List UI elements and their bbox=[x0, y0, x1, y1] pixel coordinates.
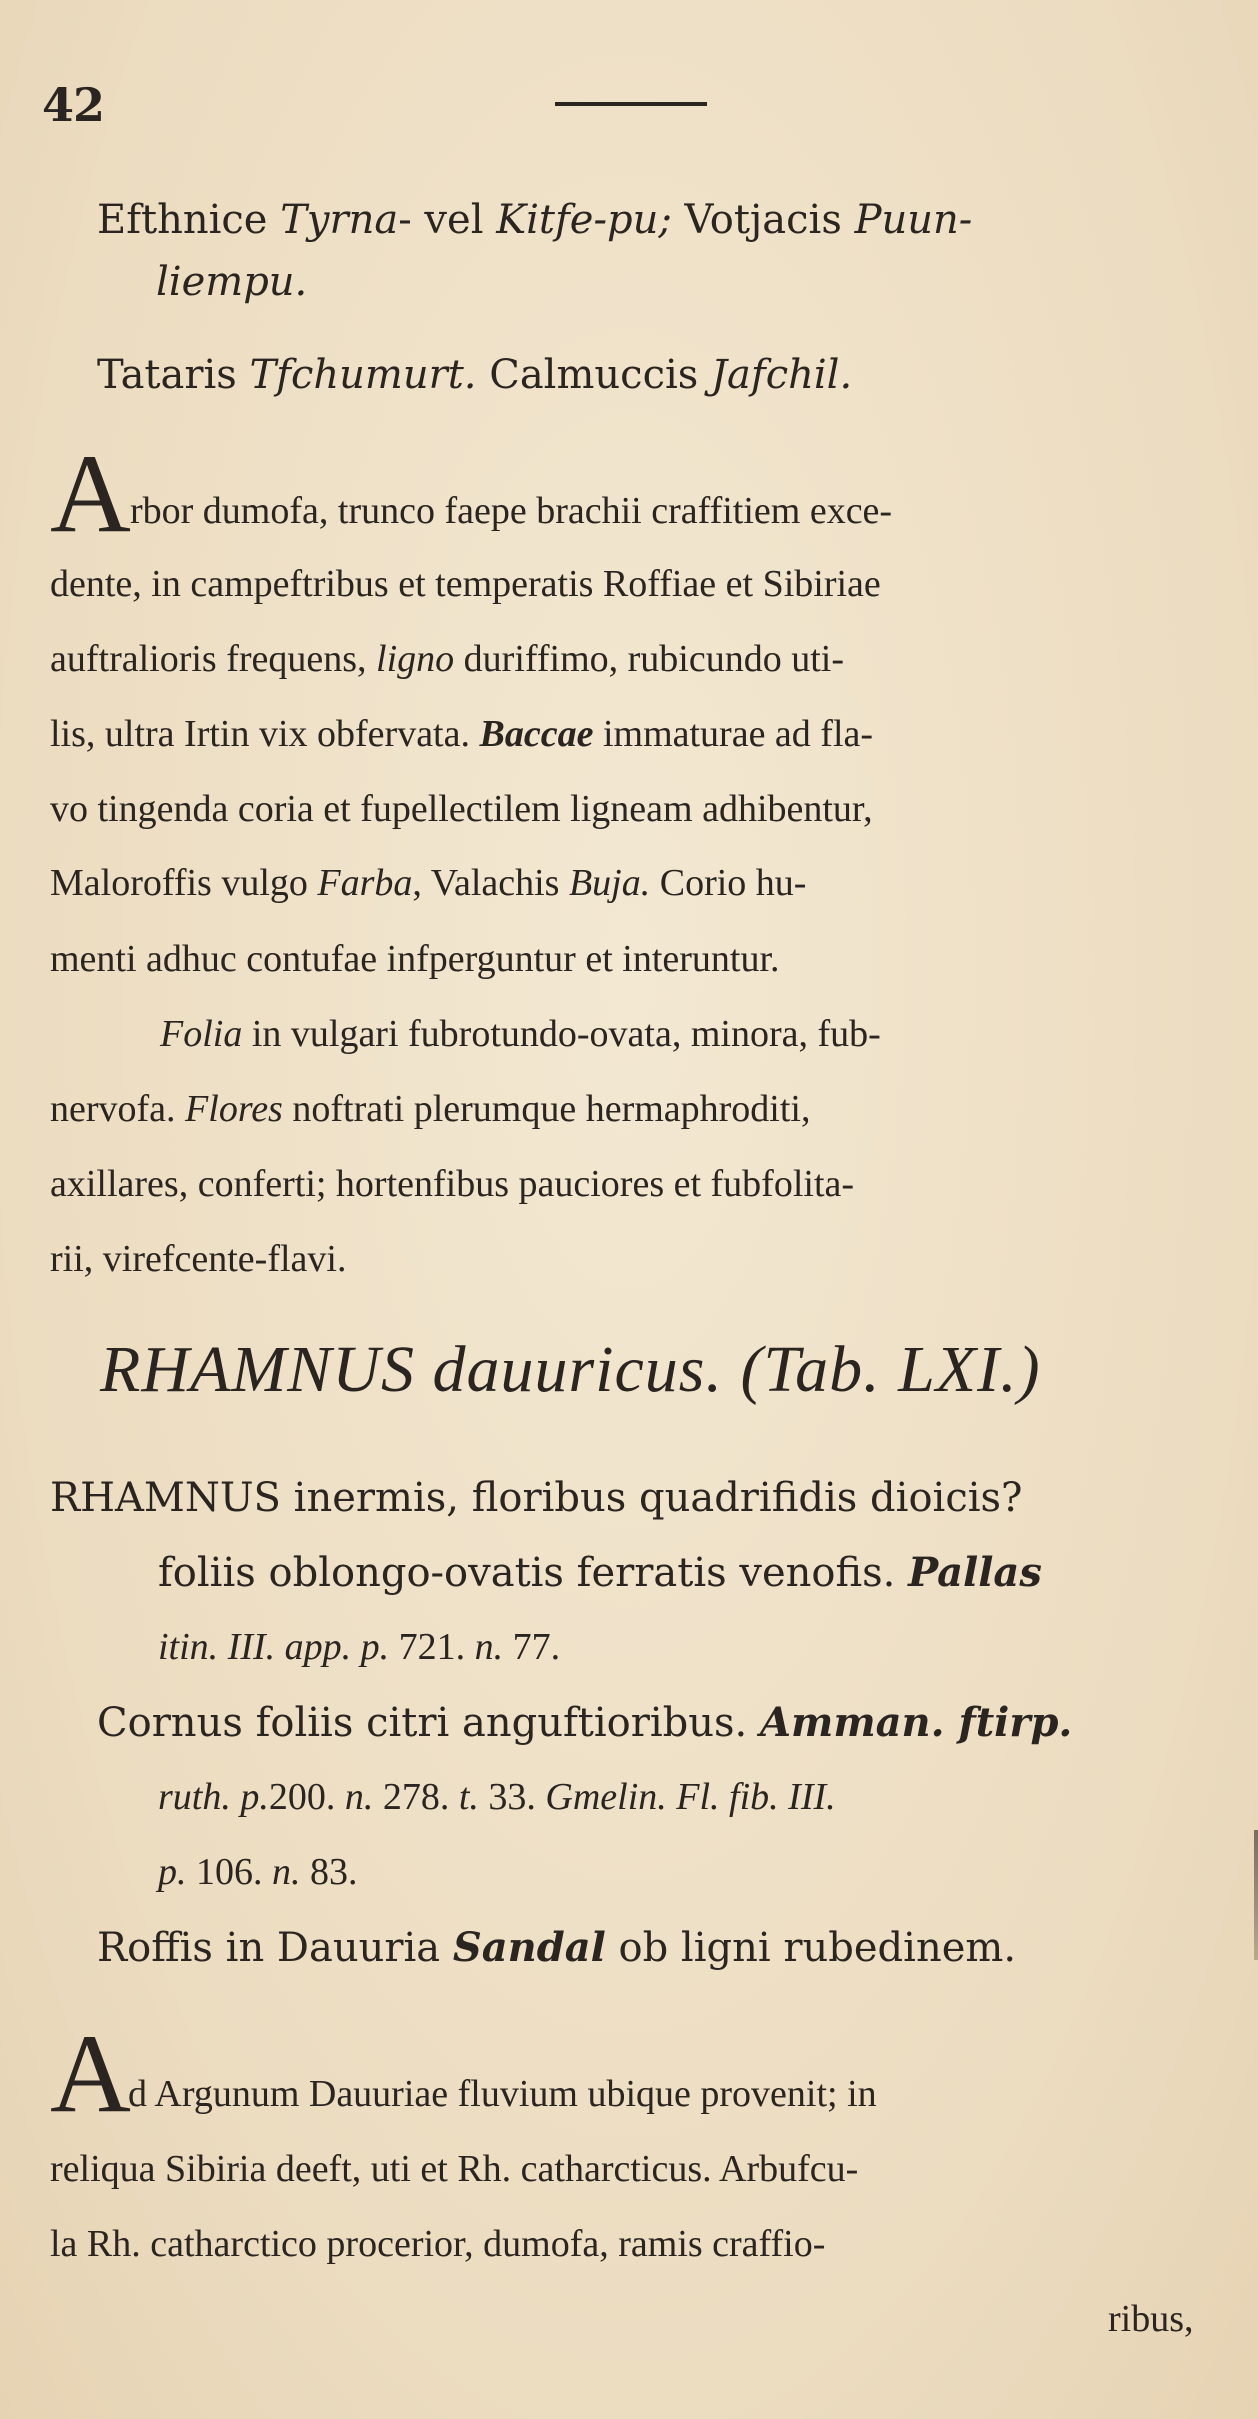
text-span: ob ligni rubedinem. bbox=[605, 1925, 1017, 1971]
italic-span: Tyrna bbox=[280, 197, 399, 243]
text-span: 77. bbox=[503, 1626, 561, 1668]
para1-line-1: rbor dumofa, trunco faepe brachii craffitiem exce- bbox=[130, 490, 893, 532]
text-span: 278. bbox=[373, 1776, 459, 1818]
para1-line-5: vo tingenda coria et fupellectilem ligneam adhibentur, bbox=[50, 788, 873, 830]
header-rule bbox=[555, 102, 707, 106]
italic-span: Sandal bbox=[452, 1924, 606, 1971]
text-span: immaturae ad fla- bbox=[593, 713, 874, 755]
text-span: nervofa. bbox=[50, 1088, 186, 1130]
italic-span: Baccae bbox=[479, 713, 594, 755]
text-span: 721. bbox=[389, 1626, 475, 1668]
text-span: 106. bbox=[186, 1851, 272, 1893]
synonym-line-4 bbox=[97, 1699, 1073, 1746]
italic-span: Gmelin. Fl. fib. III. bbox=[545, 1776, 836, 1818]
italic-span: p. bbox=[158, 1851, 187, 1893]
text-span: auftralioris frequens, bbox=[50, 638, 377, 680]
para1-line-4 bbox=[50, 715, 873, 753]
names-line-1 bbox=[97, 197, 973, 243]
italic-span: Farba bbox=[317, 862, 413, 904]
italic-span: n. bbox=[474, 1626, 504, 1668]
section-title: RHAMNUS dauuricus. (Tab. LXI.) bbox=[100, 1333, 1041, 1406]
para3-line-1: d Argunum Dauuriae fluvium ubique provenit; in bbox=[128, 2073, 877, 2115]
text-span: - vel bbox=[398, 197, 497, 243]
names-line-2: liempu. bbox=[156, 259, 308, 305]
text-span: Roffis in Dauuria bbox=[97, 1925, 453, 1971]
text-span: 33. bbox=[478, 1776, 546, 1818]
text-span: noftrati plerumque hermaphroditi, bbox=[282, 1088, 811, 1130]
italic-span: Jafchil. bbox=[711, 352, 853, 398]
para1-line-3 bbox=[50, 640, 844, 678]
italic-span: Folia bbox=[160, 1013, 243, 1055]
para1-line-2: dente, in campeftribus et temperatis Roffiae et Sibiriae bbox=[50, 563, 881, 605]
text-span: Votjacis bbox=[671, 197, 855, 243]
text-span: Efthnice bbox=[97, 197, 281, 243]
italic-span: ruth. p. bbox=[158, 1776, 269, 1818]
text-span: 83. bbox=[300, 1851, 358, 1893]
text-span: , Valachis bbox=[412, 862, 569, 904]
synonym-line-2 bbox=[158, 1549, 1042, 1596]
text-span: Calmuccis bbox=[476, 352, 712, 398]
drop-cap: A bbox=[50, 432, 131, 556]
para2-line-1 bbox=[160, 1015, 881, 1053]
italic-span: Flores bbox=[185, 1088, 283, 1130]
para2-line-4: rii, virefcente-flavi. bbox=[50, 1238, 347, 1280]
para3-line-2: reliqua Sibiria deeft, uti et Rh. catharcticus. Arbufcu- bbox=[50, 2148, 859, 2190]
para1-line-7: menti adhuc contufae infperguntur et interuntur. bbox=[50, 938, 780, 980]
synonym-line-6 bbox=[158, 1853, 358, 1891]
italic-span: Tfchumurt. bbox=[249, 352, 477, 398]
drop-cap: A bbox=[50, 2012, 131, 2136]
para1-line-6 bbox=[50, 864, 806, 902]
italic-span: itin. III. app. p. bbox=[158, 1626, 390, 1668]
italic-span: Amman. ftirp. bbox=[759, 1699, 1073, 1746]
text-span: 200. bbox=[268, 1776, 345, 1818]
synonym-line-7 bbox=[97, 1924, 1017, 1971]
italic-span: Puun- bbox=[854, 197, 973, 243]
names-line-3 bbox=[97, 352, 853, 398]
para2-line-3: axillares, conferti; hortenfibus pauciores et fubfolita- bbox=[50, 1163, 855, 1205]
page-number: 42 bbox=[42, 78, 105, 132]
text-span: duriffimo, rubicundo uti- bbox=[454, 638, 844, 680]
text-span: foliis oblongo-ovatis ferratis venofis. bbox=[158, 1550, 909, 1596]
synonym-line-1: RHAMNUS inermis, floribus quadrifidis dioicis? bbox=[50, 1475, 1023, 1521]
catchword: ribus, bbox=[1108, 2298, 1194, 2340]
italic-span: n. bbox=[272, 1851, 301, 1893]
para2-line-2 bbox=[50, 1090, 810, 1128]
text-span: Maloroffis vulgo bbox=[50, 862, 318, 904]
italic-span: Kitfe-pu; bbox=[496, 197, 672, 243]
italic-span: Pallas bbox=[908, 1549, 1042, 1596]
synonym-line-5 bbox=[158, 1778, 836, 1816]
para3-line-3: la Rh. catharctico procerior, dumofa, ramis craffio- bbox=[50, 2223, 826, 2265]
text-span: lis, ultra Irtin vix obfervata. bbox=[50, 713, 480, 755]
synonym-line-3 bbox=[158, 1628, 560, 1666]
italic-span: t. bbox=[458, 1776, 479, 1818]
italic-span: ligno bbox=[376, 638, 455, 680]
text-span: Corio hu- bbox=[650, 862, 807, 904]
italic-span: Buja. bbox=[568, 862, 651, 904]
text-span: Tataris bbox=[97, 352, 250, 398]
text-span: in vulgari fubrotundo-ovata, minora, fub- bbox=[242, 1013, 881, 1055]
text-span: Cornus foliis citri anguftioribus. bbox=[97, 1700, 760, 1746]
italic-span: n. bbox=[344, 1776, 374, 1818]
page-edge-mark bbox=[1254, 1830, 1258, 1960]
